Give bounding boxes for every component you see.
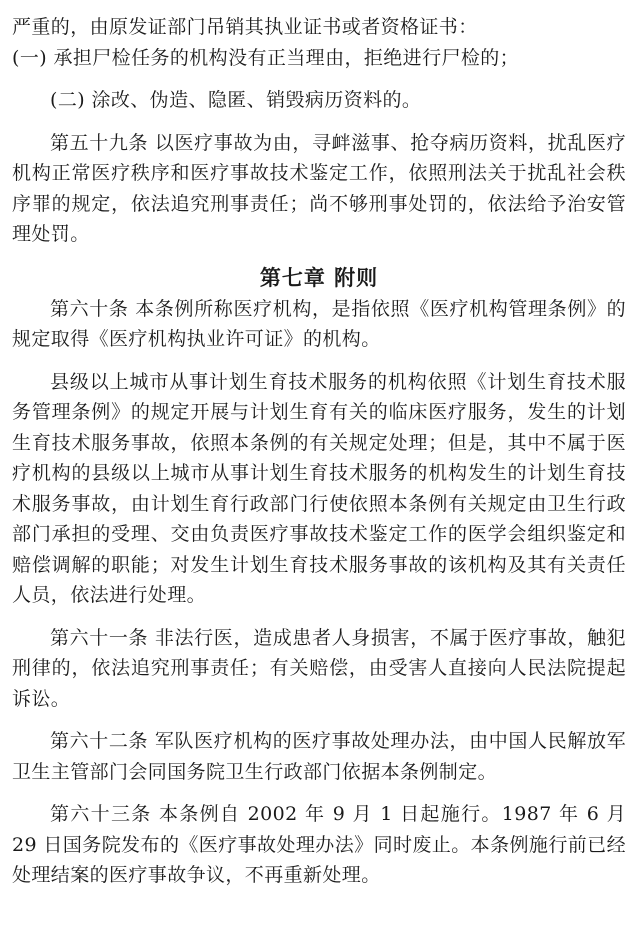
article-59: 第五十九条 以医疗事故为由，寻衅滋事、抢夺病历资料，扰乱医疗机构正常医疗秩序和医疗事故技术鉴定工作，依照刑法关于扰乱社会秩序罪的规定，依法追究刑事责任；尚不够刑事处罚的，依法给予治安管理处罚。 [12,131,626,245]
article-60-para-2: 县级以上城市从事计划生育技术服务的机构依照《计划生育技术服务管理条例》的规定开展与计划生育有关的临床医疗服务，发生的计划生育技术服务事故，依照本条例的有关规定处理；但是，其中不属于医疗机构的县级以上城市从事计划生育技术服务的机构发生的计划生育技术服务事故，由计划生育行政部门行使依照本条例有关规定由卫生行政部门承担的受理、交由负责医疗事故技术鉴定工作的医学会组织鉴定和赔偿调解的职能；对发生计划生育技术服务事故的该机构及其有关责任人员，依法进行处理。 [12,370,626,606]
chapter-heading: 第七章 附则 [259,265,379,290]
article-62: 第六十二条 军队医疗机构的医疗事故处理办法，由中国人民解放军卫生主管部门会同国务院卫生行政部门依据本条例制定。 [12,730,626,783]
paragraph-item-1: (一) 承担尸检任务的机构没有正当理由，拒绝进行尸检的； [12,46,520,69]
paragraph-continuation: 严重的，由原发证部门吊销其执业证书或者资格证书： [12,16,478,38]
article-60: 第六十条 本条例所称医疗机构，是指依照《医疗机构管理条例》的规定取得《医疗机构执业许可证》的机构。 [12,297,626,350]
article-61: 第六十一条 非法行医，造成患者人身损害，不属于医疗事故，触犯刑律的，依法追究刑事责任；有关赔偿，由受害人直接向人民法院提起诉讼。 [12,626,626,710]
article-63: 第六十三条 本条例自 2002 年 9 月 1 日起施行。1987 年 6 月 29 日国务院发布的《医疗事故处理办法》同时废止。本条例施行前已经处理结案的医疗事故争议，不再重新处理。 [12,803,626,886]
paragraph-item-2: (二) 涂改、伪造、隐匿、销毁病历资料的。 [50,89,422,111]
